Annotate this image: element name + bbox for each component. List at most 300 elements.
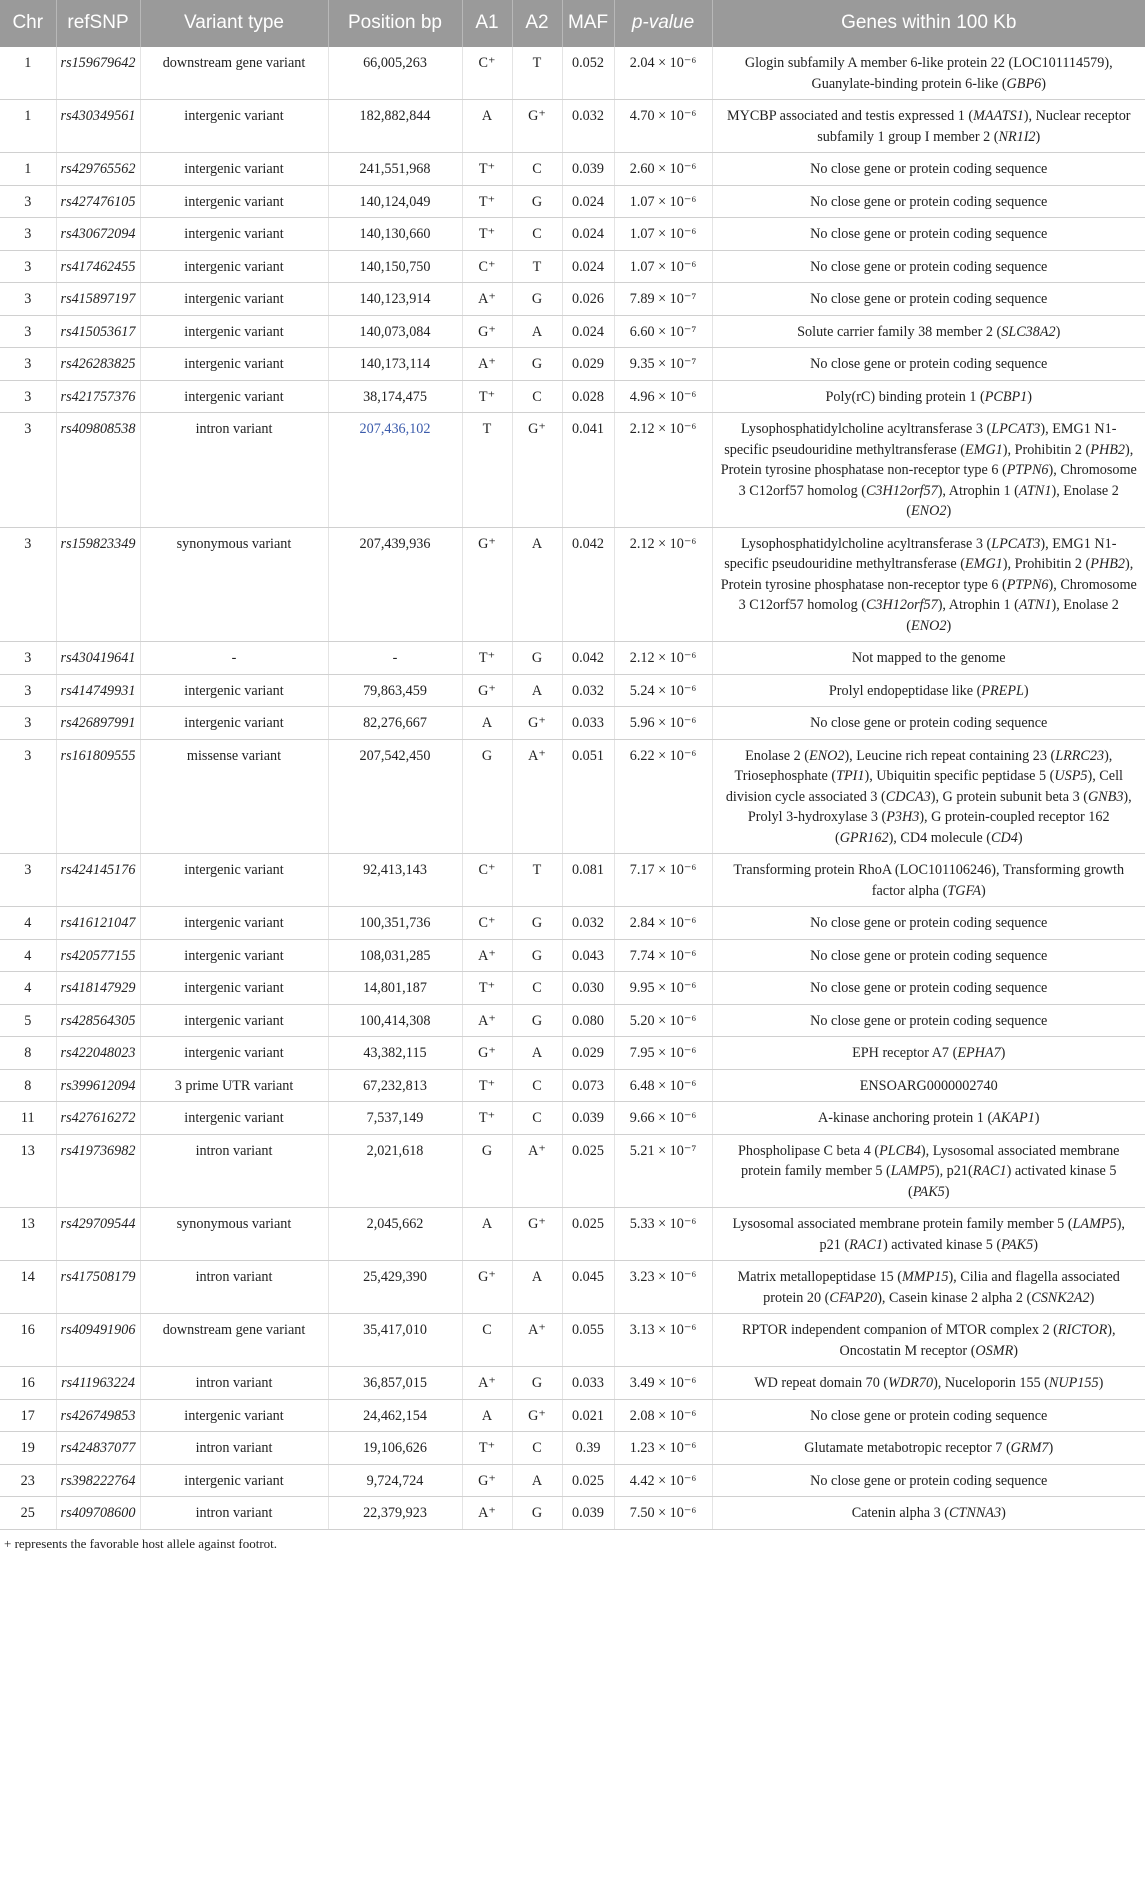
cell-a2: A <box>512 315 562 348</box>
cell-genes: Phospholipase C beta 4 (PLCB4), Lysosomal associated membrane protein family member 5 (LAMP5), p21(RAC1) activated kinase 5 (PAK5) <box>712 1134 1145 1208</box>
cell-position: 140,150,750 <box>328 250 462 283</box>
cell-maf: 0.033 <box>562 1367 614 1400</box>
cell-refsnp: rs424145176 <box>56 854 140 907</box>
cell-a2: T <box>512 250 562 283</box>
cell-chr: 14 <box>0 1261 56 1314</box>
cell-a1: A⁺ <box>462 939 512 972</box>
cell-chr: 3 <box>0 218 56 251</box>
table-row <box>0 1399 1145 1432</box>
cell-variant-type: intergenic variant <box>140 674 328 707</box>
cell-p-value: 2.12 × 10⁻⁶ <box>614 413 712 528</box>
cell-position: 38,174,475 <box>328 380 462 413</box>
cell-variant-type: intergenic variant <box>140 707 328 740</box>
cell-position: 241,551,968 <box>328 153 462 186</box>
cell-position: 140,130,660 <box>328 218 462 251</box>
cell-p-value: 2.12 × 10⁻⁶ <box>614 527 712 642</box>
cell-a2: G <box>512 939 562 972</box>
cell-genes: Matrix metallopeptidase 15 (MMP15), Cilia and flagella associated protein 20 (CFAP20), Casein kinase 2 alpha 2 (CSNK2A2) <box>712 1261 1145 1314</box>
cell-chr: 1 <box>0 47 56 100</box>
cell-a1: G <box>462 739 512 854</box>
header-p-value: p-value <box>614 0 712 47</box>
cell-maf: 0.024 <box>562 315 614 348</box>
header-position: Position bp <box>328 0 462 47</box>
cell-p-value: 5.24 × 10⁻⁶ <box>614 674 712 707</box>
cell-refsnp: rs429709544 <box>56 1208 140 1261</box>
table-row <box>0 1037 1145 1070</box>
cell-chr: 17 <box>0 1399 56 1432</box>
cell-p-value: 2.08 × 10⁻⁶ <box>614 1399 712 1432</box>
cell-genes: No close gene or protein coding sequence <box>712 250 1145 283</box>
cell-variant-type: missense variant <box>140 739 328 854</box>
cell-refsnp: rs426283825 <box>56 348 140 381</box>
cell-chr: 3 <box>0 348 56 381</box>
table-row <box>0 1069 1145 1102</box>
cell-position: 66,005,263 <box>328 47 462 100</box>
cell-maf: 0.028 <box>562 380 614 413</box>
cell-genes: No close gene or protein coding sequence <box>712 1399 1145 1432</box>
cell-variant-type: intergenic variant <box>140 185 328 218</box>
cell-chr: 3 <box>0 674 56 707</box>
table-row <box>0 1464 1145 1497</box>
table-row <box>0 1208 1145 1261</box>
cell-maf: 0.051 <box>562 739 614 854</box>
cell-position: 79,863,459 <box>328 674 462 707</box>
cell-a2: G⁺ <box>512 413 562 528</box>
cell-refsnp: rs409708600 <box>56 1497 140 1530</box>
cell-position: 92,413,143 <box>328 854 462 907</box>
cell-variant-type: intergenic variant <box>140 854 328 907</box>
cell-refsnp: rs421757376 <box>56 380 140 413</box>
cell-genes: EPH receptor A7 (EPHA7) <box>712 1037 1145 1070</box>
table-row <box>0 854 1145 907</box>
cell-chr: 3 <box>0 315 56 348</box>
cell-maf: 0.024 <box>562 218 614 251</box>
cell-genes: Prolyl endopeptidase like (PREPL) <box>712 674 1145 707</box>
cell-maf: 0.032 <box>562 907 614 940</box>
cell-chr: 25 <box>0 1497 56 1530</box>
cell-variant-type: 3 prime UTR variant <box>140 1069 328 1102</box>
cell-chr: 4 <box>0 939 56 972</box>
cell-refsnp: rs426749853 <box>56 1399 140 1432</box>
cell-variant-type: intergenic variant <box>140 100 328 153</box>
cell-a1: G⁺ <box>462 1037 512 1070</box>
cell-genes: Solute carrier family 38 member 2 (SLC38A2) <box>712 315 1145 348</box>
cell-variant-type: intergenic variant <box>140 907 328 940</box>
cell-a1: A⁺ <box>462 283 512 316</box>
cell-p-value: 1.23 × 10⁻⁶ <box>614 1432 712 1465</box>
cell-variant-type: intron variant <box>140 413 328 528</box>
cell-refsnp: rs161809555 <box>56 739 140 854</box>
cell-variant-type: synonymous variant <box>140 1208 328 1261</box>
cell-position: 108,031,285 <box>328 939 462 972</box>
table-row <box>0 707 1145 740</box>
cell-position: 2,021,618 <box>328 1134 462 1208</box>
cell-p-value: 5.96 × 10⁻⁶ <box>614 707 712 740</box>
cell-a2: G⁺ <box>512 707 562 740</box>
cell-variant-type: downstream gene variant <box>140 47 328 100</box>
table-row <box>0 674 1145 707</box>
cell-variant-type: intergenic variant <box>140 250 328 283</box>
cell-a2: A <box>512 1261 562 1314</box>
cell-variant-type: downstream gene variant <box>140 1314 328 1367</box>
table-row <box>0 185 1145 218</box>
cell-genes: RPTOR independent companion of MTOR complex 2 (RICTOR), Oncostatin M receptor (OSMR) <box>712 1314 1145 1367</box>
cell-maf: 0.029 <box>562 348 614 381</box>
cell-maf: 0.073 <box>562 1069 614 1102</box>
cell-p-value: 4.70 × 10⁻⁶ <box>614 100 712 153</box>
table-row <box>0 218 1145 251</box>
cell-position: 140,173,114 <box>328 348 462 381</box>
cell-maf: 0.043 <box>562 939 614 972</box>
cell-genes: No close gene or protein coding sequence <box>712 1464 1145 1497</box>
cell-a1: T⁺ <box>462 1432 512 1465</box>
cell-chr: 3 <box>0 854 56 907</box>
cell-maf: 0.039 <box>562 1497 614 1530</box>
cell-maf: 0.039 <box>562 153 614 186</box>
cell-a2: G <box>512 907 562 940</box>
table-row <box>0 1432 1145 1465</box>
cell-genes: A-kinase anchoring protein 1 (AKAP1) <box>712 1102 1145 1135</box>
table-row <box>0 939 1145 972</box>
cell-refsnp: rs430672094 <box>56 218 140 251</box>
cell-maf: 0.021 <box>562 1399 614 1432</box>
cell-maf: 0.042 <box>562 527 614 642</box>
cell-maf: 0.080 <box>562 1004 614 1037</box>
cell-position: 7,537,149 <box>328 1102 462 1135</box>
cell-a2: A <box>512 1037 562 1070</box>
cell-refsnp: rs424837077 <box>56 1432 140 1465</box>
cell-genes: No close gene or protein coding sequence <box>712 218 1145 251</box>
cell-a1: C⁺ <box>462 250 512 283</box>
cell-position: 14,801,187 <box>328 972 462 1005</box>
cell-position: 25,429,390 <box>328 1261 462 1314</box>
cell-a2: C <box>512 153 562 186</box>
table-row <box>0 348 1145 381</box>
cell-p-value: 9.35 × 10⁻⁷ <box>614 348 712 381</box>
cell-refsnp: rs416121047 <box>56 907 140 940</box>
table-row <box>0 283 1145 316</box>
cell-genes: Lysophosphatidylcholine acyltransferase 3 (LPCAT3), EMG1 N1-specific pseudouridine methyltransferase (EMG1), Prohibitin 2 (PHB2), Protein tyrosine phosphatase non-receptor type 6 (PTPN6), Chromosome 3 C12orf57 homolog (C3H12orf57), Atrophin 1 (ATN1), Enolase 2 (ENO2) <box>712 527 1145 642</box>
cell-refsnp: rs429765562 <box>56 153 140 186</box>
cell-genes: Glutamate metabotropic receptor 7 (GRM7) <box>712 1432 1145 1465</box>
cell-genes: Transforming protein RhoA (LOC101106246), Transforming growth factor alpha (TGFA) <box>712 854 1145 907</box>
cell-position: - <box>328 642 462 675</box>
cell-chr: 1 <box>0 153 56 186</box>
cell-a1: T⁺ <box>462 218 512 251</box>
cell-refsnp: rs420577155 <box>56 939 140 972</box>
cell-position: 36,857,015 <box>328 1367 462 1400</box>
table-footnote: + represents the favorable host allele against footrot. <box>4 1535 278 1551</box>
cell-refsnp: rs418147929 <box>56 972 140 1005</box>
cell-genes: No close gene or protein coding sequence <box>712 939 1145 972</box>
cell-a2: C <box>512 218 562 251</box>
table-row <box>0 739 1145 854</box>
cell-position: 100,414,308 <box>328 1004 462 1037</box>
cell-maf: 0.030 <box>562 972 614 1005</box>
table-row <box>0 972 1145 1005</box>
cell-refsnp: rs427616272 <box>56 1102 140 1135</box>
cell-chr: 19 <box>0 1432 56 1465</box>
cell-genes: Catenin alpha 3 (CTNNA3) <box>712 1497 1145 1530</box>
cell-p-value: 3.49 × 10⁻⁶ <box>614 1367 712 1400</box>
cell-a2: A⁺ <box>512 1314 562 1367</box>
cell-a2: G <box>512 642 562 675</box>
cell-p-value: 9.66 × 10⁻⁶ <box>614 1102 712 1135</box>
table-row <box>0 527 1145 642</box>
cell-maf: 0.025 <box>562 1464 614 1497</box>
cell-chr: 16 <box>0 1367 56 1400</box>
cell-p-value: 7.17 × 10⁻⁶ <box>614 854 712 907</box>
cell-refsnp: rs417462455 <box>56 250 140 283</box>
cell-maf: 0.042 <box>562 642 614 675</box>
cell-variant-type: intron variant <box>140 1432 328 1465</box>
cell-variant-type: intergenic variant <box>140 348 328 381</box>
cell-maf: 0.029 <box>562 1037 614 1070</box>
table-body <box>0 47 1145 1529</box>
table-row <box>0 413 1145 528</box>
cell-a1: T⁺ <box>462 1102 512 1135</box>
cell-chr: 3 <box>0 185 56 218</box>
cell-p-value: 3.13 × 10⁻⁶ <box>614 1314 712 1367</box>
cell-a1: T⁺ <box>462 642 512 675</box>
cell-a2: G⁺ <box>512 1399 562 1432</box>
cell-p-value: 2.60 × 10⁻⁶ <box>614 153 712 186</box>
cell-chr: 3 <box>0 527 56 642</box>
cell-p-value: 3.23 × 10⁻⁶ <box>614 1261 712 1314</box>
cell-chr: 4 <box>0 972 56 1005</box>
cell-variant-type: intergenic variant <box>140 1102 328 1135</box>
cell-chr: 3 <box>0 283 56 316</box>
cell-a2: C <box>512 1102 562 1135</box>
cell-a1: C⁺ <box>462 854 512 907</box>
cell-p-value: 1.07 × 10⁻⁶ <box>614 250 712 283</box>
cell-p-value: 6.60 × 10⁻⁷ <box>614 315 712 348</box>
cell-p-value: 5.20 × 10⁻⁶ <box>614 1004 712 1037</box>
cell-p-value: 1.07 × 10⁻⁶ <box>614 218 712 251</box>
cell-maf: 0.081 <box>562 854 614 907</box>
cell-variant-type: synonymous variant <box>140 527 328 642</box>
cell-variant-type: intergenic variant <box>140 283 328 316</box>
cell-genes: WD repeat domain 70 (WDR70), Nuceloporin 155 (NUP155) <box>712 1367 1145 1400</box>
cell-variant-type: intergenic variant <box>140 939 328 972</box>
cell-maf: 0.024 <box>562 250 614 283</box>
cell-a2: T <box>512 854 562 907</box>
cell-refsnp: rs419736982 <box>56 1134 140 1208</box>
cell-position: 207,439,936 <box>328 527 462 642</box>
cell-a1: G⁺ <box>462 527 512 642</box>
cell-position: 2,045,662 <box>328 1208 462 1261</box>
cell-position: 67,232,813 <box>328 1069 462 1102</box>
table-row <box>0 153 1145 186</box>
header-refsnp: refSNP <box>56 0 140 47</box>
cell-maf: 0.024 <box>562 185 614 218</box>
cell-position: 140,123,914 <box>328 283 462 316</box>
cell-chr: 23 <box>0 1464 56 1497</box>
cell-maf: 0.039 <box>562 1102 614 1135</box>
cell-maf: 0.026 <box>562 283 614 316</box>
table-row <box>0 100 1145 153</box>
cell-genes: No close gene or protein coding sequence <box>712 1004 1145 1037</box>
cell-a1: A⁺ <box>462 1497 512 1530</box>
cell-position: 140,073,084 <box>328 315 462 348</box>
cell-variant-type: intergenic variant <box>140 1004 328 1037</box>
cell-genes: Lysosomal associated membrane protein family member 5 (LAMP5), p21 (RAC1) activated kinase 5 (PAK5) <box>712 1208 1145 1261</box>
cell-p-value: 2.84 × 10⁻⁶ <box>614 907 712 940</box>
table-row <box>0 315 1145 348</box>
cell-refsnp: rs417508179 <box>56 1261 140 1314</box>
cell-a2: G <box>512 283 562 316</box>
cell-chr: 13 <box>0 1134 56 1208</box>
cell-refsnp: rs430419641 <box>56 642 140 675</box>
cell-variant-type: intergenic variant <box>140 1037 328 1070</box>
cell-a1: A⁺ <box>462 1004 512 1037</box>
cell-p-value: 2.12 × 10⁻⁶ <box>614 642 712 675</box>
cell-variant-type: intergenic variant <box>140 1464 328 1497</box>
table-row <box>0 380 1145 413</box>
cell-a2: G <box>512 185 562 218</box>
cell-variant-type: intergenic variant <box>140 315 328 348</box>
cell-p-value: 6.22 × 10⁻⁶ <box>614 739 712 854</box>
cell-chr: 8 <box>0 1069 56 1102</box>
cell-a1: A⁺ <box>462 348 512 381</box>
cell-genes: Glogin subfamily A member 6-like protein 22 (LOC101114579), Guanylate-binding protein 6-like (GBP6) <box>712 47 1145 100</box>
cell-genes: Poly(rC) binding protein 1 (PCBP1) <box>712 380 1145 413</box>
table-row <box>0 907 1145 940</box>
header-a2: A2 <box>512 0 562 47</box>
cell-a2: C <box>512 972 562 1005</box>
cell-a1: G⁺ <box>462 674 512 707</box>
cell-genes: MYCBP associated and testis expressed 1 (MAATS1), Nuclear receptor subfamily 1 group I member 2 (NR1I2) <box>712 100 1145 153</box>
cell-p-value: 1.07 × 10⁻⁶ <box>614 185 712 218</box>
cell-a2: A⁺ <box>512 739 562 854</box>
cell-maf: 0.025 <box>562 1208 614 1261</box>
cell-position: 207,542,450 <box>328 739 462 854</box>
table-row <box>0 1497 1145 1530</box>
cell-p-value: 4.42 × 10⁻⁶ <box>614 1464 712 1497</box>
cell-genes: ENSOARG0000002740 <box>712 1069 1145 1102</box>
cell-refsnp: rs411963224 <box>56 1367 140 1400</box>
cell-position: 82,276,667 <box>328 707 462 740</box>
table-header-row <box>0 0 1145 47</box>
header-genes: Genes within 100 Kb <box>712 0 1145 47</box>
cell-variant-type: intron variant <box>140 1134 328 1208</box>
cell-chr: 3 <box>0 739 56 854</box>
cell-chr: 3 <box>0 707 56 740</box>
cell-variant-type: - <box>140 642 328 675</box>
cell-a2: T <box>512 47 562 100</box>
cell-a2: G <box>512 1497 562 1530</box>
cell-chr: 3 <box>0 413 56 528</box>
cell-p-value: 7.89 × 10⁻⁷ <box>614 283 712 316</box>
cell-a2: C <box>512 380 562 413</box>
cell-refsnp: rs159823349 <box>56 527 140 642</box>
cell-a2: C <box>512 1069 562 1102</box>
cell-refsnp: rs398222764 <box>56 1464 140 1497</box>
cell-a2: A <box>512 1464 562 1497</box>
cell-chr: 1 <box>0 100 56 153</box>
cell-genes: Not mapped to the genome <box>712 642 1145 675</box>
cell-a2: A <box>512 674 562 707</box>
header-maf: MAF <box>562 0 614 47</box>
cell-refsnp: rs415897197 <box>56 283 140 316</box>
cell-variant-type: intergenic variant <box>140 380 328 413</box>
cell-maf: 0.041 <box>562 413 614 528</box>
cell-a1: G⁺ <box>462 1261 512 1314</box>
cell-a1: A <box>462 1208 512 1261</box>
cell-a1: T⁺ <box>462 1069 512 1102</box>
cell-a1: A⁺ <box>462 1367 512 1400</box>
cell-a1: T <box>462 413 512 528</box>
header-variant-type: Variant type <box>140 0 328 47</box>
cell-genes: No close gene or protein coding sequence <box>712 707 1145 740</box>
cell-position: 100,351,736 <box>328 907 462 940</box>
cell-chr: 3 <box>0 642 56 675</box>
cell-p-value: 7.50 × 10⁻⁶ <box>614 1497 712 1530</box>
cell-maf: 0.032 <box>562 674 614 707</box>
cell-a2: C <box>512 1432 562 1465</box>
cell-maf: 0.052 <box>562 47 614 100</box>
cell-refsnp: rs159679642 <box>56 47 140 100</box>
cell-chr: 3 <box>0 250 56 283</box>
cell-position: 182,882,844 <box>328 100 462 153</box>
cell-maf: 0.045 <box>562 1261 614 1314</box>
cell-a1: G⁺ <box>462 1464 512 1497</box>
cell-genes: Enolase 2 (ENO2), Leucine rich repeat containing 23 (LRRC23), Triosephosphate (TPI1), Ubiquitin specific peptidase 5 (USP5), Cell division cycle associated 3 (CDCA3), G protein subunit beta 3 (GNB3), Prolyl 3-hydroxylase 3 (P3H3), G protein-coupled receptor 162 (GPR162), CD4 molecule (CD4) <box>712 739 1145 854</box>
cell-genes: No close gene or protein coding sequence <box>712 972 1145 1005</box>
table-row <box>0 642 1145 675</box>
cell-a2: G <box>512 1004 562 1037</box>
cell-position: 9,724,724 <box>328 1464 462 1497</box>
cell-position[interactable]: 207,436,102 <box>328 413 462 528</box>
cell-a2: G <box>512 348 562 381</box>
cell-position: 19,106,626 <box>328 1432 462 1465</box>
cell-p-value: 6.48 × 10⁻⁶ <box>614 1069 712 1102</box>
cell-position: 35,417,010 <box>328 1314 462 1367</box>
cell-chr: 8 <box>0 1037 56 1070</box>
cell-chr: 3 <box>0 380 56 413</box>
cell-maf: 0.032 <box>562 100 614 153</box>
cell-a1: T⁺ <box>462 153 512 186</box>
cell-chr: 5 <box>0 1004 56 1037</box>
cell-refsnp: rs415053617 <box>56 315 140 348</box>
cell-chr: 11 <box>0 1102 56 1135</box>
cell-p-value: 7.95 × 10⁻⁶ <box>614 1037 712 1070</box>
cell-a1: A <box>462 1399 512 1432</box>
cell-refsnp: rs428564305 <box>56 1004 140 1037</box>
table-row <box>0 1004 1145 1037</box>
cell-maf: 0.055 <box>562 1314 614 1367</box>
cell-a1: A <box>462 707 512 740</box>
cell-genes: No close gene or protein coding sequence <box>712 907 1145 940</box>
cell-a1: C⁺ <box>462 47 512 100</box>
cell-a1: G⁺ <box>462 315 512 348</box>
cell-chr: 13 <box>0 1208 56 1261</box>
table-row <box>0 1314 1145 1367</box>
table-row <box>0 1261 1145 1314</box>
cell-genes: No close gene or protein coding sequence <box>712 283 1145 316</box>
cell-genes: No close gene or protein coding sequence <box>712 348 1145 381</box>
cell-a2: G <box>512 1367 562 1400</box>
cell-p-value: 5.21 × 10⁻⁷ <box>614 1134 712 1208</box>
cell-a1: T⁺ <box>462 185 512 218</box>
cell-refsnp: rs427476105 <box>56 185 140 218</box>
cell-a2: G⁺ <box>512 1208 562 1261</box>
cell-variant-type: intergenic variant <box>140 153 328 186</box>
cell-a1: C⁺ <box>462 907 512 940</box>
cell-p-value: 7.74 × 10⁻⁶ <box>614 939 712 972</box>
cell-position: 140,124,049 <box>328 185 462 218</box>
cell-a2: A⁺ <box>512 1134 562 1208</box>
